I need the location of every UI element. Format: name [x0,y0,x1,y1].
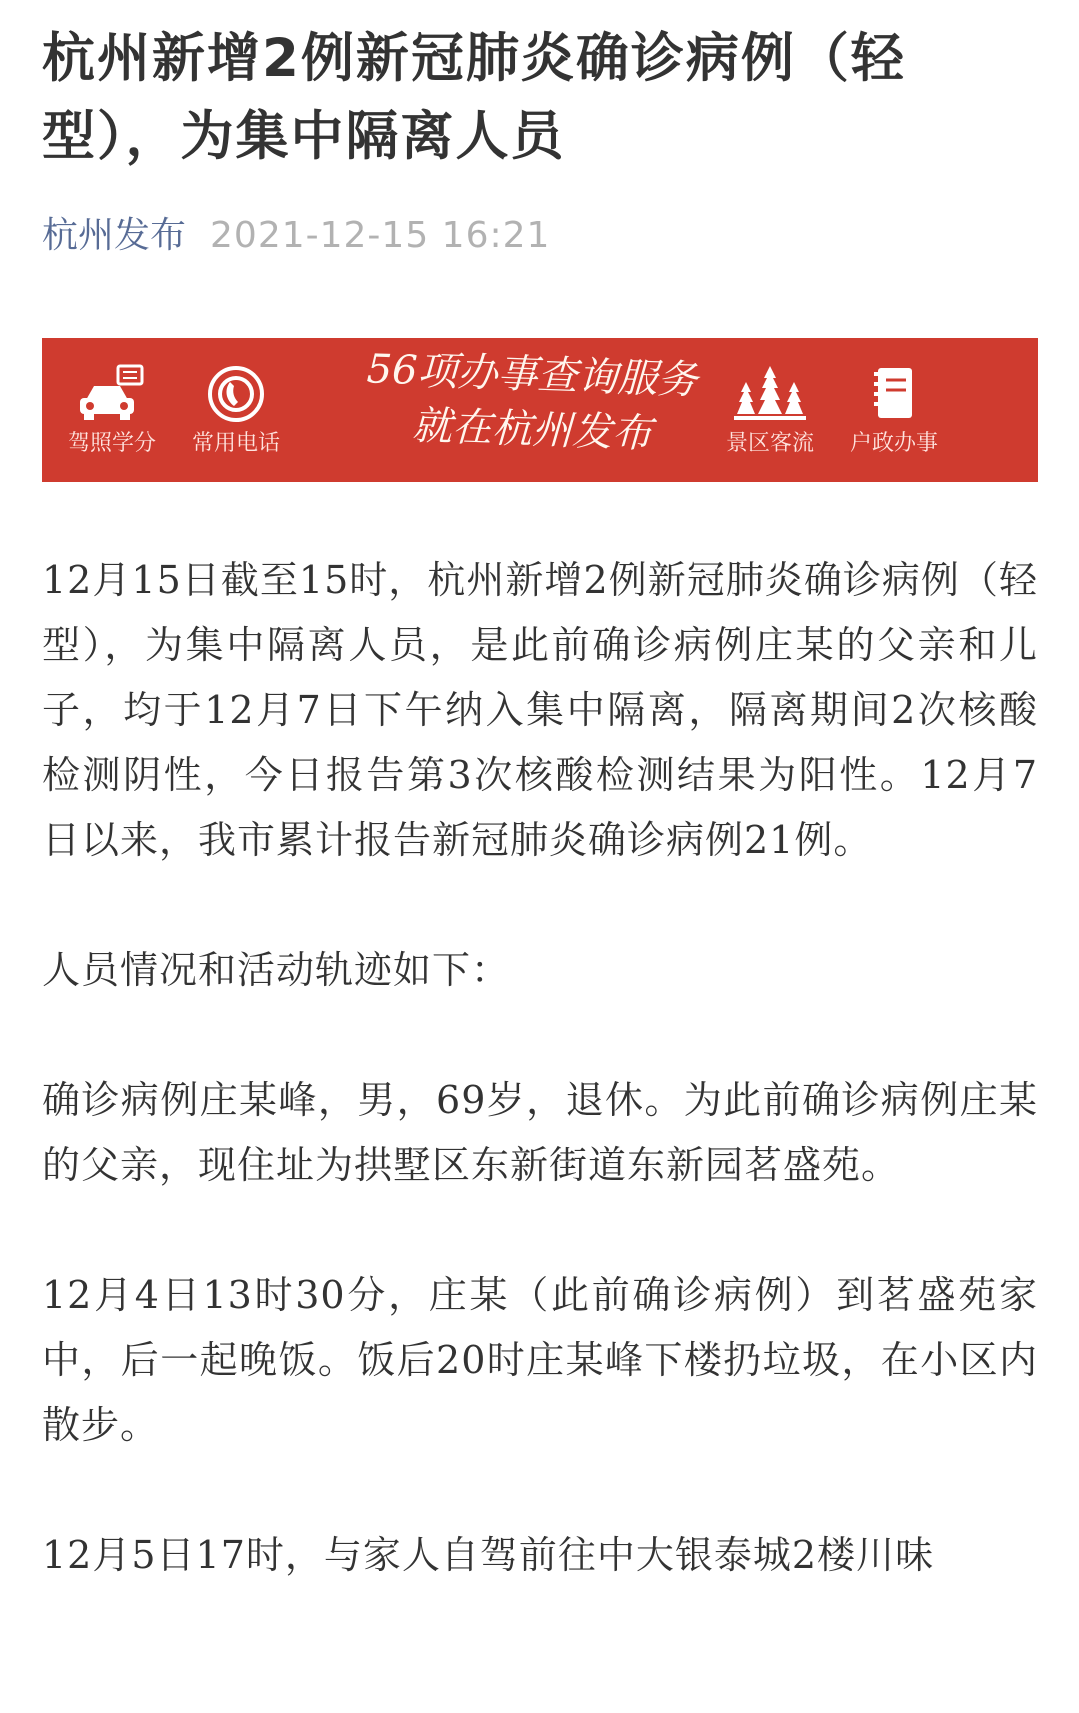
banner-headline-line2: 就在杭州发布 [411,402,653,458]
banner-item-phone[interactable] [176,364,296,458]
banner-item-label: 户政办事 [849,431,938,456]
article-title: 杭州新增2例新冠肺炎确诊病例（轻型），为集中隔离人员 [42,28,906,167]
banner-headline [342,346,722,456]
banner-headline-line1: 56项办事查询服务 [365,346,699,404]
phone-icon [196,364,276,424]
paragraph-intro: 人员情况和活动轨迹如下： [42,948,511,992]
banner-item-scenic[interactable] [710,364,830,458]
article [42,0,1038,1653]
source-link[interactable]: 杭州发布 [42,215,187,256]
publish-time: 2021-12-15 16:21 [210,215,551,256]
pagoda-icon [730,364,810,424]
article-meta [42,212,1038,260]
article-body [42,548,1038,1588]
booklet-icon [854,364,934,424]
paragraph-case-profile: 确诊病例庄某峰，男，69岁，退休。为此前确诊病例庄某的父亲，现住址为拱墅区东新街道东新园茗盛苑。 [42,1078,1038,1187]
banner-item-label: 驾照学分 [67,431,156,456]
paragraph-timeline-dec5: 12月5日17时，与家人自驾前往中大银泰城2楼川味 [42,1533,935,1577]
paragraph-summary: 12月15日截至15时，杭州新增2例新冠肺炎确诊病例（轻型），为集中隔离人员，是此前确诊病例庄某的父亲和儿子，均于12月7日下午纳入集中隔离，隔离期间2次核酸检测阴性，今日报告第3次核酸检测结果为阳性。12月7日以来，我市累计报告新冠肺炎确诊病例21例。 [42,558,1038,862]
banner-item-label: 景区客流 [725,431,814,456]
banner-item-household[interactable] [834,364,954,458]
car-icon [72,364,152,424]
service-banner[interactable] [42,338,1038,482]
paragraph-timeline-dec4: 12月4日13时30分，庄某（此前确诊病例）到茗盛苑家中，后一起晚饭。饭后20时庄某峰下楼扔垃圾，在小区内散步。 [42,1273,1038,1447]
banner-item-label: 常用电话 [191,431,280,456]
banner-item-license[interactable] [52,364,172,458]
